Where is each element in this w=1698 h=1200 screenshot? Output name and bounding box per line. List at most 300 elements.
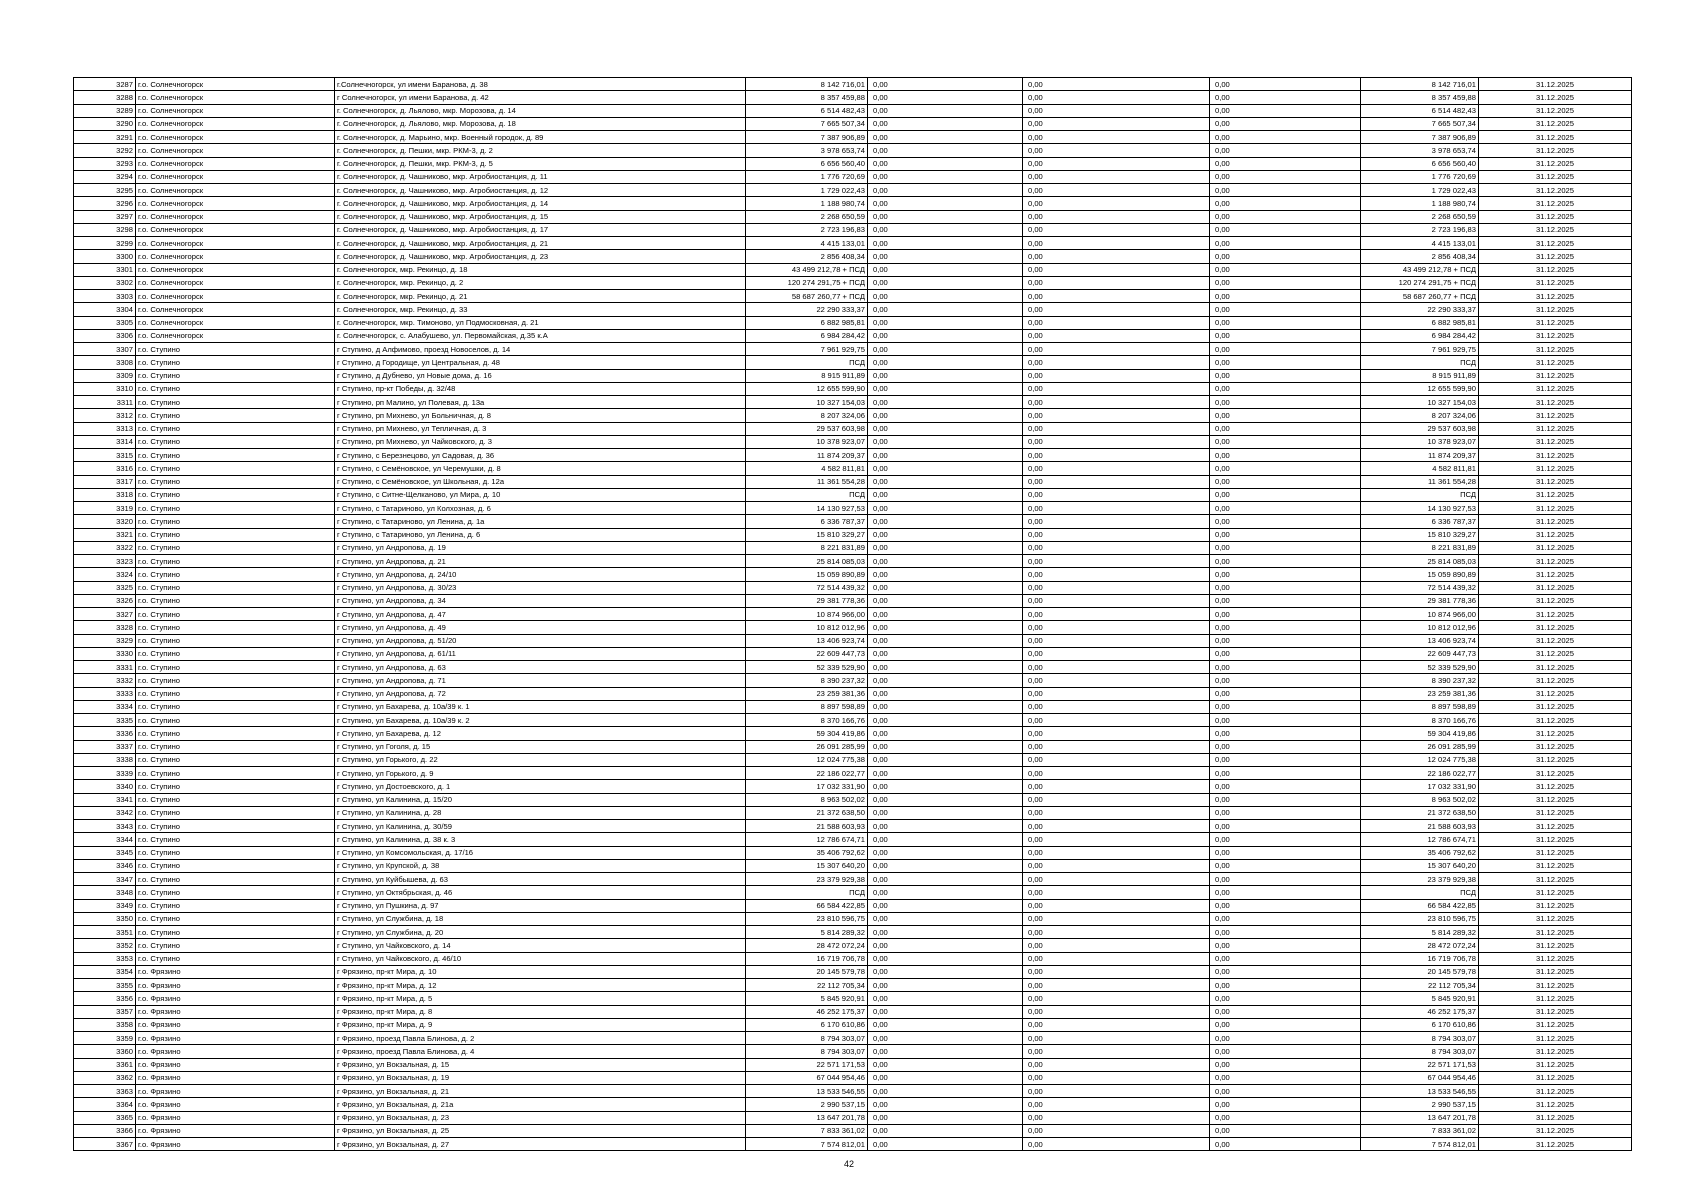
cost-col-4-cell: 0,00 xyxy=(1210,475,1361,488)
cost-col-2-cell: 0,00 xyxy=(868,873,1023,886)
deadline-date-cell: 31.12.2025 xyxy=(1479,727,1632,740)
cost-col-4-cell: 0,00 xyxy=(1210,780,1361,793)
cost-col-2-cell: 0,00 xyxy=(868,409,1023,422)
cost-col-4-cell: 0,00 xyxy=(1210,223,1361,236)
address-cell: г Фрязино, ул Вокзальная, д. 21 xyxy=(335,1085,746,1098)
cost-col-3-cell: 0,00 xyxy=(1023,1098,1210,1111)
cost-col-3-cell: 0,00 xyxy=(1023,343,1210,356)
total-cost-cell: 8 794 303,07 xyxy=(1361,1045,1479,1058)
cost-col-2-cell: 0,00 xyxy=(868,449,1023,462)
cost-col-3-cell: 0,00 xyxy=(1023,873,1210,886)
planned-cost-cell: 6 882 985,81 xyxy=(746,316,868,329)
row-number-cell: 3298 xyxy=(74,223,136,236)
planned-cost-cell: 120 274 291,75 + ПСД xyxy=(746,276,868,289)
table-row xyxy=(74,435,1632,448)
planned-cost-cell: 23 810 596,75 xyxy=(746,912,868,925)
cost-col-3-cell: 0,00 xyxy=(1023,1138,1210,1151)
deadline-date-cell: 31.12.2025 xyxy=(1479,952,1632,965)
planned-cost-cell: 10 378 923,07 xyxy=(746,435,868,448)
cost-col-3-cell: 0,00 xyxy=(1023,621,1210,634)
deadline-date-cell: 31.12.2025 xyxy=(1479,515,1632,528)
deadline-date-cell: 31.12.2025 xyxy=(1479,488,1632,501)
planned-cost-cell: 58 687 260,77 + ПСД xyxy=(746,290,868,303)
planned-cost-cell: 7 574 812,01 xyxy=(746,1138,868,1151)
total-cost-cell: 22 290 333,37 xyxy=(1361,303,1479,316)
table-row xyxy=(74,157,1632,170)
cost-col-4-cell: 0,00 xyxy=(1210,435,1361,448)
planned-cost-cell: 43 499 212,78 + ПСД xyxy=(746,263,868,276)
total-cost-cell: 11 874 209,37 xyxy=(1361,449,1479,462)
row-number-cell: 3345 xyxy=(74,846,136,859)
cost-col-4-cell: 0,00 xyxy=(1210,687,1361,700)
cost-col-4-cell: 0,00 xyxy=(1210,131,1361,144)
cost-col-3-cell: 0,00 xyxy=(1023,939,1210,952)
cost-col-2-cell: 0,00 xyxy=(868,1111,1023,1124)
deadline-date-cell: 31.12.2025 xyxy=(1479,859,1632,872)
municipality-cell: г.о. Фрязино xyxy=(136,1124,335,1137)
cost-col-3-cell: 0,00 xyxy=(1023,608,1210,621)
cost-col-3-cell: 0,00 xyxy=(1023,820,1210,833)
cost-col-3-cell: 0,00 xyxy=(1023,555,1210,568)
table-row xyxy=(74,992,1632,1005)
address-cell: г. Солнечногорск, д. Льялово, мкр. Морозова, д. 18 xyxy=(335,117,746,130)
row-number-cell: 3320 xyxy=(74,515,136,528)
row-number-cell: 3323 xyxy=(74,555,136,568)
address-cell: г Ступино, ул Андропова, д. 51/20 xyxy=(335,634,746,647)
total-cost-cell: 20 145 579,78 xyxy=(1361,965,1479,978)
address-cell: г Ступино, ул Андропова, д. 47 xyxy=(335,608,746,621)
table-row xyxy=(74,117,1632,130)
row-number-cell: 3338 xyxy=(74,753,136,766)
total-cost-cell: 59 304 419,86 xyxy=(1361,727,1479,740)
cost-col-2-cell: 0,00 xyxy=(868,462,1023,475)
cost-col-3-cell: 0,00 xyxy=(1023,926,1210,939)
address-cell: г Ступино, ул Чайковского, д. 14 xyxy=(335,939,746,952)
municipality-cell: г.о. Ступино xyxy=(136,581,335,594)
deadline-date-cell: 31.12.2025 xyxy=(1479,634,1632,647)
row-number-cell: 3342 xyxy=(74,806,136,819)
total-cost-cell: 8 370 166,76 xyxy=(1361,714,1479,727)
planned-cost-cell: 1 776 720,69 xyxy=(746,170,868,183)
cost-col-4-cell: 0,00 xyxy=(1210,992,1361,1005)
cost-col-2-cell: 0,00 xyxy=(868,992,1023,1005)
cost-col-3-cell: 0,00 xyxy=(1023,462,1210,475)
address-cell: г Ступино, пр-кт Победы, д. 32/48 xyxy=(335,382,746,395)
cost-col-3-cell: 0,00 xyxy=(1023,674,1210,687)
municipality-cell: г.о. Солнечногорск xyxy=(136,117,335,130)
cost-col-2-cell: 0,00 xyxy=(868,806,1023,819)
cost-col-2-cell: 0,00 xyxy=(868,1045,1023,1058)
row-number-cell: 3340 xyxy=(74,780,136,793)
cost-col-2-cell: 0,00 xyxy=(868,1138,1023,1151)
total-cost-cell: 8 142 716,01 xyxy=(1361,78,1479,91)
municipality-cell: г.о. Ступино xyxy=(136,714,335,727)
deadline-date-cell: 31.12.2025 xyxy=(1479,303,1632,316)
total-cost-cell: 13 533 546,55 xyxy=(1361,1085,1479,1098)
cost-col-2-cell: 0,00 xyxy=(868,210,1023,223)
address-cell: г Ступино, ул Андропова, д. 24/10 xyxy=(335,568,746,581)
total-cost-cell: 2 990 537,15 xyxy=(1361,1098,1479,1111)
address-cell: г. Солнечногорск, д. Чашниково, мкр. Агробиостанция, д. 14 xyxy=(335,197,746,210)
municipality-cell: г.о. Солнечногорск xyxy=(136,197,335,210)
table-row xyxy=(74,833,1632,846)
deadline-date-cell: 31.12.2025 xyxy=(1479,1071,1632,1084)
cost-col-3-cell: 0,00 xyxy=(1023,276,1210,289)
row-number-cell: 3308 xyxy=(74,356,136,369)
deadline-date-cell: 31.12.2025 xyxy=(1479,594,1632,607)
cost-col-3-cell: 0,00 xyxy=(1023,316,1210,329)
cost-col-4-cell: 0,00 xyxy=(1210,541,1361,554)
row-number-cell: 3357 xyxy=(74,1005,136,1018)
cost-col-2-cell: 0,00 xyxy=(868,846,1023,859)
table-row xyxy=(74,793,1632,806)
cost-col-2-cell: 0,00 xyxy=(868,687,1023,700)
planned-cost-cell: 10 327 154,03 xyxy=(746,396,868,409)
table-row xyxy=(74,753,1632,766)
cost-col-3-cell: 0,00 xyxy=(1023,912,1210,925)
cost-col-4-cell: 0,00 xyxy=(1210,912,1361,925)
row-number-cell: 3326 xyxy=(74,594,136,607)
total-cost-cell: 22 571 171,53 xyxy=(1361,1058,1479,1071)
municipality-cell: г.о. Фрязино xyxy=(136,1071,335,1084)
address-cell: г Ступино, ул Чайковского, д. 46/10 xyxy=(335,952,746,965)
deadline-date-cell: 31.12.2025 xyxy=(1479,369,1632,382)
cost-col-4-cell: 0,00 xyxy=(1210,263,1361,276)
municipality-cell: г.о. Ступино xyxy=(136,661,335,674)
deadline-date-cell: 31.12.2025 xyxy=(1479,926,1632,939)
cost-col-4-cell: 0,00 xyxy=(1210,449,1361,462)
municipality-cell: г.о. Солнечногорск xyxy=(136,290,335,303)
table-row xyxy=(74,727,1632,740)
deadline-date-cell: 31.12.2025 xyxy=(1479,740,1632,753)
row-number-cell: 3300 xyxy=(74,250,136,263)
cost-col-2-cell: 0,00 xyxy=(868,899,1023,912)
address-cell: г Фрязино, проезд Павла Блинова, д. 4 xyxy=(335,1045,746,1058)
planned-cost-cell: 8 963 502,02 xyxy=(746,793,868,806)
row-number-cell: 3293 xyxy=(74,157,136,170)
cost-col-2-cell: 0,00 xyxy=(868,939,1023,952)
address-cell: г Ступино, с Татариново, ул Колхозная, д. 6 xyxy=(335,502,746,515)
planned-cost-cell: 16 719 706,78 xyxy=(746,952,868,965)
address-cell: г Ступино, рп Михнево, ул Тепличная, д. 3 xyxy=(335,422,746,435)
total-cost-cell: 8 915 911,89 xyxy=(1361,369,1479,382)
deadline-date-cell: 31.12.2025 xyxy=(1479,104,1632,117)
row-number-cell: 3356 xyxy=(74,992,136,1005)
deadline-date-cell: 31.12.2025 xyxy=(1479,197,1632,210)
row-number-cell: 3365 xyxy=(74,1111,136,1124)
cost-col-3-cell: 0,00 xyxy=(1023,170,1210,183)
cost-col-4-cell: 0,00 xyxy=(1210,488,1361,501)
deadline-date-cell: 31.12.2025 xyxy=(1479,329,1632,342)
address-cell: г. Солнечногорск, д. Чашниково, мкр. Агробиостанция, д. 15 xyxy=(335,210,746,223)
row-number-cell: 3358 xyxy=(74,1018,136,1031)
cost-col-4-cell: 0,00 xyxy=(1210,382,1361,395)
cost-col-4-cell: 0,00 xyxy=(1210,303,1361,316)
municipality-cell: г.о. Ступино xyxy=(136,608,335,621)
table-row xyxy=(74,515,1632,528)
cost-col-2-cell: 0,00 xyxy=(868,886,1023,899)
planned-cost-cell: 2 723 196,83 xyxy=(746,223,868,236)
municipality-cell: г.о. Ступино xyxy=(136,806,335,819)
deadline-date-cell: 31.12.2025 xyxy=(1479,912,1632,925)
total-cost-cell: 6 336 787,37 xyxy=(1361,515,1479,528)
total-cost-cell: 21 372 638,50 xyxy=(1361,806,1479,819)
planned-cost-cell: 13 647 201,78 xyxy=(746,1111,868,1124)
table-row xyxy=(74,714,1632,727)
row-number-cell: 3346 xyxy=(74,859,136,872)
municipality-cell: г.о. Ступино xyxy=(136,767,335,780)
address-cell: г Ступино, ул Андропова, д. 63 xyxy=(335,661,746,674)
municipality-cell: г.о. Ступино xyxy=(136,926,335,939)
cost-col-4-cell: 0,00 xyxy=(1210,1085,1361,1098)
municipality-cell: г.о. Фрязино xyxy=(136,1018,335,1031)
planned-cost-cell: ПСД xyxy=(746,356,868,369)
cost-col-3-cell: 0,00 xyxy=(1023,952,1210,965)
cost-col-3-cell: 0,00 xyxy=(1023,767,1210,780)
row-number-cell: 3324 xyxy=(74,568,136,581)
planned-cost-cell: 8 915 911,89 xyxy=(746,369,868,382)
municipality-cell: г.о. Ступино xyxy=(136,409,335,422)
municipality-cell: г.о. Ступино xyxy=(136,647,335,660)
row-number-cell: 3288 xyxy=(74,91,136,104)
address-cell: г Ступино, ул Пушкина, д. 97 xyxy=(335,899,746,912)
address-cell: г Ступино, ул Крупской, д. 38 xyxy=(335,859,746,872)
cost-col-2-cell: 0,00 xyxy=(868,541,1023,554)
row-number-cell: 3294 xyxy=(74,170,136,183)
cost-col-2-cell: 0,00 xyxy=(868,369,1023,382)
cost-col-3-cell: 0,00 xyxy=(1023,753,1210,766)
municipality-cell: г.о. Ступино xyxy=(136,568,335,581)
planned-cost-cell: 22 609 447,73 xyxy=(746,647,868,660)
cost-col-2-cell: 0,00 xyxy=(868,488,1023,501)
planned-cost-cell: 22 112 705,34 xyxy=(746,979,868,992)
total-cost-cell: 72 514 439,32 xyxy=(1361,581,1479,594)
total-cost-cell: 10 378 923,07 xyxy=(1361,435,1479,448)
cost-col-4-cell: 0,00 xyxy=(1210,568,1361,581)
municipality-cell: г.о. Фрязино xyxy=(136,1085,335,1098)
cost-col-2-cell: 0,00 xyxy=(868,276,1023,289)
deadline-date-cell: 31.12.2025 xyxy=(1479,1018,1632,1031)
row-number-cell: 3304 xyxy=(74,303,136,316)
municipality-cell: г.о. Солнечногорск xyxy=(136,170,335,183)
deadline-date-cell: 31.12.2025 xyxy=(1479,449,1632,462)
cost-col-4-cell: 0,00 xyxy=(1210,1018,1361,1031)
cost-col-4-cell: 0,00 xyxy=(1210,1045,1361,1058)
planned-cost-cell: 15 059 890,89 xyxy=(746,568,868,581)
municipality-cell: г.о. Солнечногорск xyxy=(136,157,335,170)
cost-col-2-cell: 0,00 xyxy=(868,263,1023,276)
cost-col-4-cell: 0,00 xyxy=(1210,767,1361,780)
deadline-date-cell: 31.12.2025 xyxy=(1479,608,1632,621)
cost-col-3-cell: 0,00 xyxy=(1023,859,1210,872)
table-row xyxy=(74,661,1632,674)
planned-cost-cell: 12 655 599,90 xyxy=(746,382,868,395)
table-row xyxy=(74,700,1632,713)
deadline-date-cell: 31.12.2025 xyxy=(1479,714,1632,727)
cost-col-4-cell: 0,00 xyxy=(1210,1032,1361,1045)
cost-col-3-cell: 0,00 xyxy=(1023,502,1210,515)
table-row xyxy=(74,1032,1632,1045)
row-number-cell: 3332 xyxy=(74,674,136,687)
cost-col-4-cell: 0,00 xyxy=(1210,700,1361,713)
address-cell: г Фрязино, пр-кт Мира, д. 12 xyxy=(335,979,746,992)
municipality-cell: г.о. Солнечногорск xyxy=(136,303,335,316)
cost-col-4-cell: 0,00 xyxy=(1210,1138,1361,1151)
cost-col-3-cell: 0,00 xyxy=(1023,1111,1210,1124)
address-cell: г Ступино, ул Бахарева, д. 12 xyxy=(335,727,746,740)
cost-col-3-cell: 0,00 xyxy=(1023,197,1210,210)
cost-col-2-cell: 0,00 xyxy=(868,91,1023,104)
row-number-cell: 3316 xyxy=(74,462,136,475)
cost-col-4-cell: 0,00 xyxy=(1210,939,1361,952)
deadline-date-cell: 31.12.2025 xyxy=(1479,382,1632,395)
municipality-cell: г.о. Ступино xyxy=(136,435,335,448)
deadline-date-cell: 31.12.2025 xyxy=(1479,1124,1632,1137)
address-cell: г Ступино, с Семёновское, ул Черемушки, д. 8 xyxy=(335,462,746,475)
address-cell: г.Солнечногорск, ул имени Баранова, д. 38 xyxy=(335,78,746,91)
address-cell: г Ступино, ул Бахарева, д. 10а/39 к. 2 xyxy=(335,714,746,727)
row-number-cell: 3317 xyxy=(74,475,136,488)
cost-col-2-cell: 0,00 xyxy=(868,780,1023,793)
row-number-cell: 3303 xyxy=(74,290,136,303)
municipality-cell: г.о. Солнечногорск xyxy=(136,78,335,91)
deadline-date-cell: 31.12.2025 xyxy=(1479,1032,1632,1045)
planned-cost-cell: 7 961 929,75 xyxy=(746,343,868,356)
cost-col-3-cell: 0,00 xyxy=(1023,727,1210,740)
row-number-cell: 3351 xyxy=(74,926,136,939)
total-cost-cell: 52 339 529,90 xyxy=(1361,661,1479,674)
planned-cost-cell: 35 406 792,62 xyxy=(746,846,868,859)
cost-col-2-cell: 0,00 xyxy=(868,700,1023,713)
address-cell: г Ступино, ул Горького, д. 9 xyxy=(335,767,746,780)
table-row xyxy=(74,78,1632,91)
row-number-cell: 3301 xyxy=(74,263,136,276)
municipality-cell: г.о. Ступино xyxy=(136,793,335,806)
cost-col-3-cell: 0,00 xyxy=(1023,661,1210,674)
table-row xyxy=(74,1124,1632,1137)
cost-col-2-cell: 0,00 xyxy=(868,343,1023,356)
municipality-cell: г.о. Фрязино xyxy=(136,1098,335,1111)
municipality-cell: г.о. Ступино xyxy=(136,541,335,554)
cost-col-2-cell: 0,00 xyxy=(868,714,1023,727)
deadline-date-cell: 31.12.2025 xyxy=(1479,356,1632,369)
deadline-date-cell: 31.12.2025 xyxy=(1479,528,1632,541)
cost-col-2-cell: 0,00 xyxy=(868,223,1023,236)
table-row xyxy=(74,409,1632,422)
cost-col-2-cell: 0,00 xyxy=(868,184,1023,197)
cost-col-2-cell: 0,00 xyxy=(868,1098,1023,1111)
table-row xyxy=(74,899,1632,912)
municipality-cell: г.о. Ступино xyxy=(136,727,335,740)
cost-col-4-cell: 0,00 xyxy=(1210,661,1361,674)
total-cost-cell: 13 406 923,74 xyxy=(1361,634,1479,647)
deadline-date-cell: 31.12.2025 xyxy=(1479,250,1632,263)
cost-col-4-cell: 0,00 xyxy=(1210,276,1361,289)
municipality-cell: г.о. Ступино xyxy=(136,621,335,634)
planned-cost-cell: 8 794 303,07 xyxy=(746,1045,868,1058)
cost-col-2-cell: 0,00 xyxy=(868,621,1023,634)
municipality-cell: г.о. Солнечногорск xyxy=(136,104,335,117)
planned-cost-cell: 8 207 324,06 xyxy=(746,409,868,422)
municipality-cell: г.о. Ступино xyxy=(136,382,335,395)
address-cell: г. Солнечногорск, д. Пешки, мкр. РКМ-3, д. 5 xyxy=(335,157,746,170)
cost-col-4-cell: 0,00 xyxy=(1210,555,1361,568)
address-cell: г Ступино, ул Андропова, д. 61/11 xyxy=(335,647,746,660)
table-row xyxy=(74,104,1632,117)
total-cost-cell: 43 499 212,78 + ПСД xyxy=(1361,263,1479,276)
table-row xyxy=(74,647,1632,660)
deadline-date-cell: 31.12.2025 xyxy=(1479,157,1632,170)
planned-cost-cell: 7 387 906,89 xyxy=(746,131,868,144)
cost-col-4-cell: 0,00 xyxy=(1210,502,1361,515)
table-row xyxy=(74,674,1632,687)
total-cost-cell: 22 186 022,77 xyxy=(1361,767,1479,780)
cost-col-4-cell: 0,00 xyxy=(1210,846,1361,859)
total-cost-cell: 16 719 706,78 xyxy=(1361,952,1479,965)
cost-col-4-cell: 0,00 xyxy=(1210,78,1361,91)
cost-col-4-cell: 0,00 xyxy=(1210,290,1361,303)
planned-cost-cell: 22 571 171,53 xyxy=(746,1058,868,1071)
total-cost-cell: 6 170 610,86 xyxy=(1361,1018,1479,1031)
cost-col-4-cell: 0,00 xyxy=(1210,316,1361,329)
cost-col-4-cell: 0,00 xyxy=(1210,952,1361,965)
table-row xyxy=(74,1085,1632,1098)
address-cell: г. Солнечногорск, мкр. Тимоново, ул Подмосковная, д. 21 xyxy=(335,316,746,329)
cost-col-3-cell: 0,00 xyxy=(1023,223,1210,236)
cost-col-2-cell: 0,00 xyxy=(868,237,1023,250)
municipality-cell: г.о. Солнечногорск xyxy=(136,329,335,342)
address-cell: г Ступино, ул Калинина, д. 15/20 xyxy=(335,793,746,806)
cost-col-4-cell: 0,00 xyxy=(1210,343,1361,356)
cost-col-3-cell: 0,00 xyxy=(1023,979,1210,992)
row-number-cell: 3362 xyxy=(74,1071,136,1084)
deadline-date-cell: 31.12.2025 xyxy=(1479,873,1632,886)
deadline-date-cell: 31.12.2025 xyxy=(1479,290,1632,303)
total-cost-cell: 25 814 085,03 xyxy=(1361,555,1479,568)
deadline-date-cell: 31.12.2025 xyxy=(1479,502,1632,515)
deadline-date-cell: 31.12.2025 xyxy=(1479,1111,1632,1124)
row-number-cell: 3307 xyxy=(74,343,136,356)
planned-cost-cell: 21 588 603,93 xyxy=(746,820,868,833)
cost-col-3-cell: 0,00 xyxy=(1023,833,1210,846)
row-number-cell: 3299 xyxy=(74,237,136,250)
cost-col-4-cell: 0,00 xyxy=(1210,926,1361,939)
table-row xyxy=(74,276,1632,289)
cost-col-3-cell: 0,00 xyxy=(1023,740,1210,753)
row-number-cell: 3318 xyxy=(74,488,136,501)
municipality-cell: г.о. Ступино xyxy=(136,687,335,700)
planned-cost-cell: 10 874 966,00 xyxy=(746,608,868,621)
row-number-cell: 3319 xyxy=(74,502,136,515)
cost-col-2-cell: 0,00 xyxy=(868,117,1023,130)
total-cost-cell: 22 112 705,34 xyxy=(1361,979,1479,992)
total-cost-cell: 14 130 927,53 xyxy=(1361,502,1479,515)
table-row xyxy=(74,316,1632,329)
deadline-date-cell: 31.12.2025 xyxy=(1479,343,1632,356)
cost-col-2-cell: 0,00 xyxy=(868,634,1023,647)
total-cost-cell: 6 882 985,81 xyxy=(1361,316,1479,329)
planned-cost-cell: 8 794 303,07 xyxy=(746,1032,868,1045)
cost-col-4-cell: 0,00 xyxy=(1210,1058,1361,1071)
row-number-cell: 3366 xyxy=(74,1124,136,1137)
address-cell: г Ступино, ул Службина, д. 18 xyxy=(335,912,746,925)
total-cost-cell: 35 406 792,62 xyxy=(1361,846,1479,859)
address-cell: г. Солнечногорск, д. Пешки, мкр. РКМ-3, д. 2 xyxy=(335,144,746,157)
cost-col-2-cell: 0,00 xyxy=(868,608,1023,621)
cost-col-3-cell: 0,00 xyxy=(1023,131,1210,144)
cost-col-3-cell: 0,00 xyxy=(1023,263,1210,276)
total-cost-cell: ПСД xyxy=(1361,356,1479,369)
